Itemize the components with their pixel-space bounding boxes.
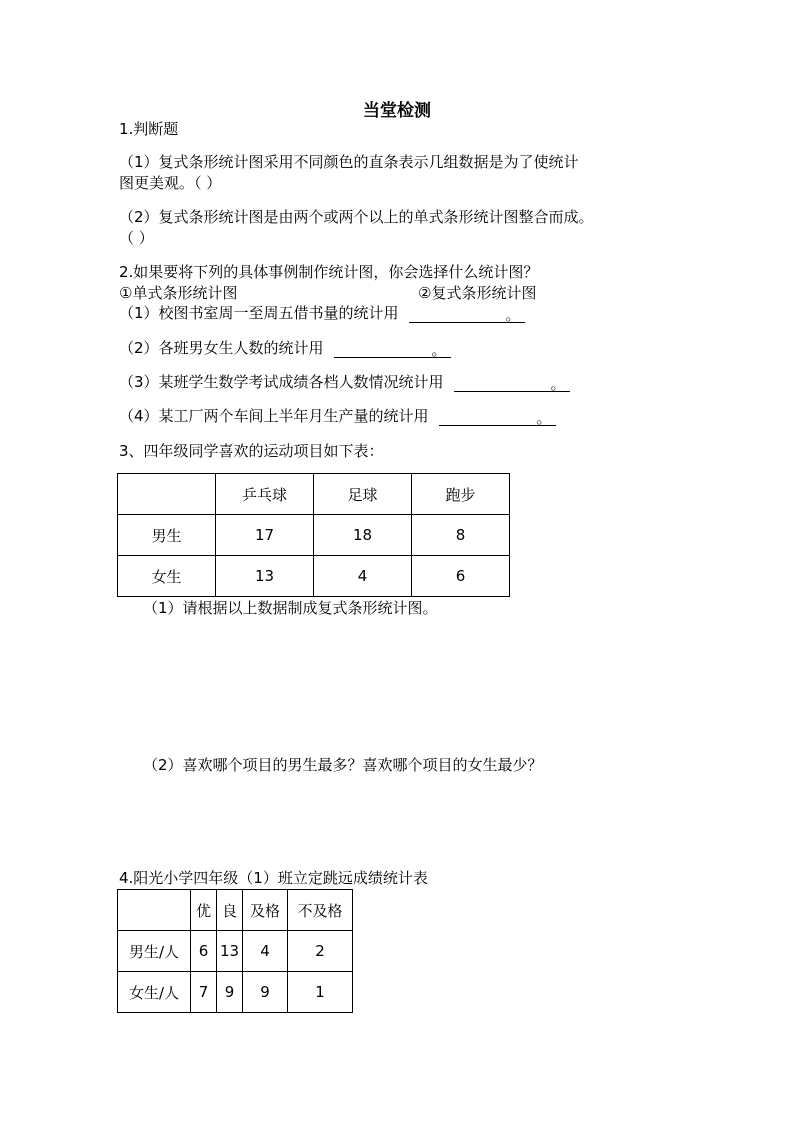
q2-option1: ①单式条形统计图 xyxy=(119,284,238,302)
q2-item3 xyxy=(119,372,570,392)
table-header-cell: 乒乓球 xyxy=(216,474,314,515)
q2-item3-text: （3）某班学生数学考试成绩各档人数情况统计用 xyxy=(119,373,444,391)
table-corner-cell xyxy=(118,890,191,931)
table-header-row xyxy=(118,474,510,515)
table-row xyxy=(118,515,510,556)
q2-item4-answer-blank[interactable] xyxy=(439,409,556,426)
table-header-cell: 跑步 xyxy=(412,474,510,515)
table-cell: 4 xyxy=(314,556,412,597)
q2-item2-answer-blank[interactable] xyxy=(334,341,451,358)
q2-item1-answer-blank[interactable] xyxy=(409,306,525,323)
table-cell: 8 xyxy=(412,515,510,556)
q2-item1-text: （1）校图书室周一至周五借书量的统计用 xyxy=(119,304,399,322)
table-header-cell: 足球 xyxy=(314,474,412,515)
table-cell: 13 xyxy=(216,556,314,597)
q2-item1-blank-end: 。 xyxy=(505,306,521,324)
table-header-row xyxy=(118,890,353,931)
q1-item2-line2: （ ） xyxy=(119,229,154,247)
table-cell: 6 xyxy=(191,931,217,972)
q2-item2-blank-end: 。 xyxy=(431,341,447,359)
q1-item2-line1: （2）复式条形统计图是由两个或两个以上的单式条形统计图整合而成。 xyxy=(119,208,594,226)
q2-item4 xyxy=(119,406,556,426)
page-title: 当堂检测 xyxy=(363,101,431,121)
table-row-label: 男生/人 xyxy=(118,931,191,972)
q1-item1-line2: 图更美观。（ ） xyxy=(119,174,222,192)
table-corner-cell xyxy=(118,474,216,515)
table-row xyxy=(118,556,510,597)
q2-item4-blank-end: 。 xyxy=(536,409,552,427)
table-header-cell: 及格 xyxy=(243,890,288,931)
table-cell: 13 xyxy=(217,931,243,972)
q1-heading: 1.判断题 xyxy=(119,120,179,138)
q2-heading: 2.如果要将下列的具体事例制作统计图，你会选择什么统计图？ xyxy=(119,263,539,281)
table-row-label: 女生/人 xyxy=(118,972,191,1013)
table-row-label: 男生 xyxy=(118,515,216,556)
q3-heading: 3、四年级同学喜欢的运动项目如下表： xyxy=(119,442,384,460)
table-header-cell: 良 xyxy=(217,890,243,931)
q2-item4-text: （4）某工厂两个车间上半年月生产量的统计用 xyxy=(119,407,429,425)
table-cell: 1 xyxy=(288,972,353,1013)
table-cell: 6 xyxy=(412,556,510,597)
table-cell: 17 xyxy=(216,515,314,556)
long-jump-results-table xyxy=(117,889,353,1013)
q2-option2: ②复式条形统计图 xyxy=(418,284,537,302)
q4-heading: 4.阳光小学四年级（1）班立定跳远成绩统计表 xyxy=(119,869,428,887)
table-cell: 9 xyxy=(217,972,243,1013)
q2-item3-blank-end: 。 xyxy=(550,375,566,393)
q1-item1-line1: （1）复式条形统计图采用不同颜色的直条表示几组数据是为了使统计 xyxy=(119,153,579,171)
q2-item3-answer-blank[interactable] xyxy=(454,375,570,392)
table-header-cell: 优 xyxy=(191,890,217,931)
table-cell: 2 xyxy=(288,931,353,972)
q2-item2-text: （2）各班男女生人数的统计用 xyxy=(119,339,324,357)
table-cell: 4 xyxy=(243,931,288,972)
q2-item1 xyxy=(119,303,525,323)
q3-sub2: （2）喜欢哪个项目的男生最多？喜欢哪个项目的女生最少？ xyxy=(143,756,543,774)
q3-sub1: （1）请根据以上数据制成复式条形统计图。 xyxy=(143,599,438,617)
table-row xyxy=(118,972,353,1013)
q2-item2 xyxy=(119,338,451,358)
table-cell: 7 xyxy=(191,972,217,1013)
sports-preference-table xyxy=(117,473,510,597)
table-row-label: 女生 xyxy=(118,556,216,597)
table-cell: 18 xyxy=(314,515,412,556)
table-row xyxy=(118,931,353,972)
table-header-cell: 不及格 xyxy=(288,890,353,931)
table-cell: 9 xyxy=(243,972,288,1013)
